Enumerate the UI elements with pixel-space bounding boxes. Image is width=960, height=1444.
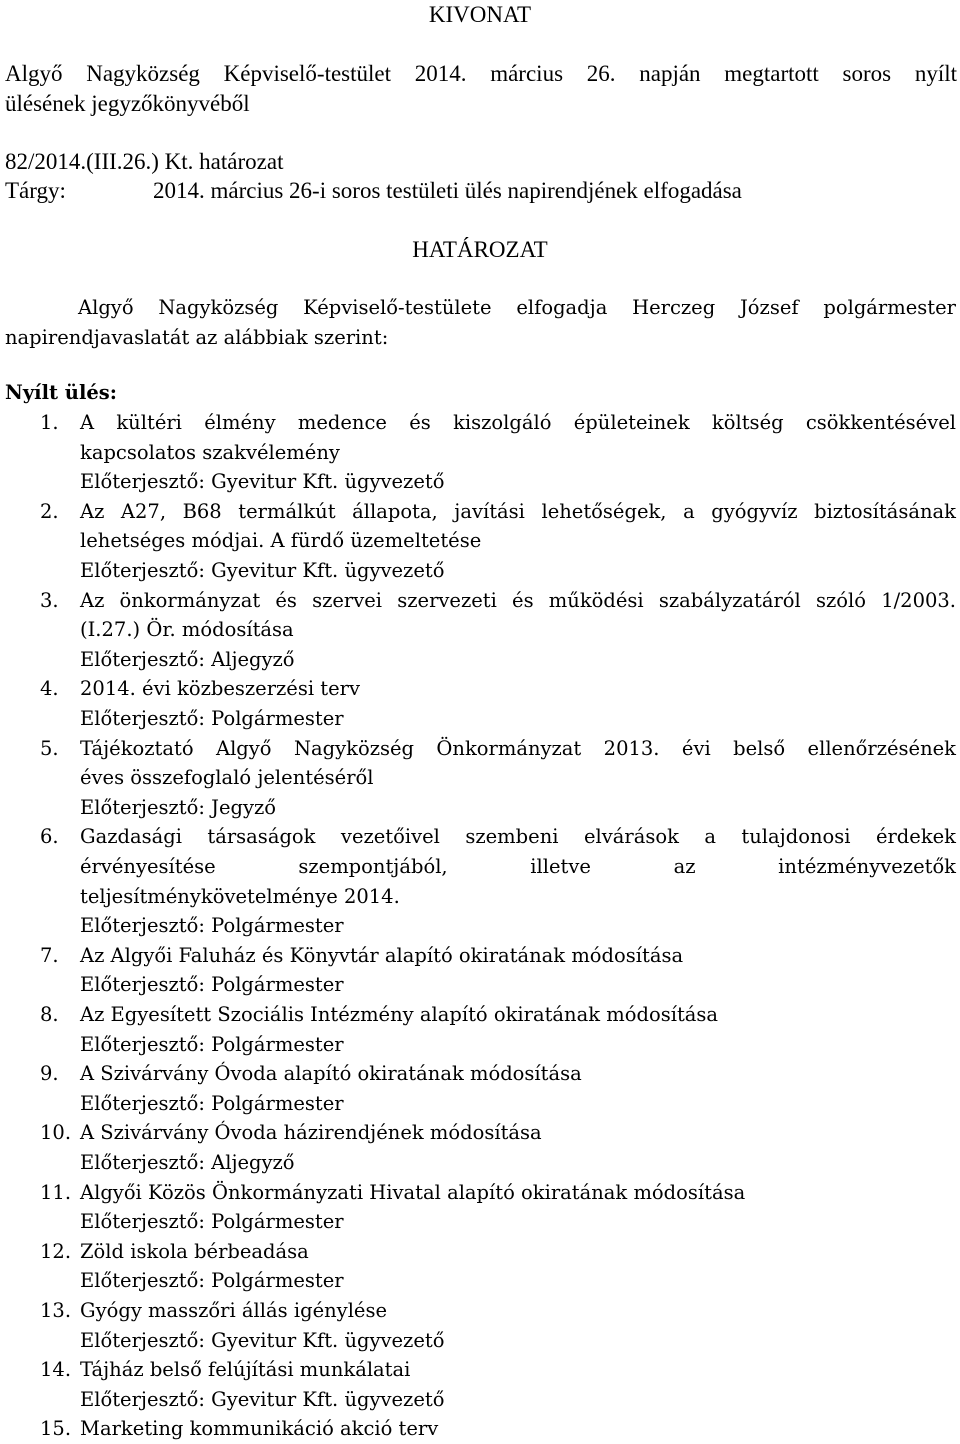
agenda-item-text: Az Algyői Faluház és Könyvtár alapító okiratának módosítása (80, 944, 684, 967)
agenda-item-number: 6. (40, 825, 59, 848)
agenda-item-presenter: Előterjesztő: Aljegyző (80, 1151, 295, 1174)
agenda-item-presenter: Előterjesztő: Jegyző (80, 796, 276, 819)
agenda-item-text: Az Egyesített Szociális Intézmény alapító okiratának módosítása (80, 1003, 719, 1026)
agenda-item-text: Tájékoztató Algyő Nagyközség Önkormányzat 2013. évi belső ellenőrzésének (80, 737, 956, 760)
agenda-item-text: Az A27, B68 termálkút állapota, javítási lehetőségek, a gyógyvíz biztosításának (80, 500, 956, 523)
agenda-item-presenter: Előterjesztő: Gyevitur Kft. ügyvezető (80, 1388, 445, 1411)
agenda-item-presenter: Előterjesztő: Gyevitur Kft. ügyvezető (80, 559, 445, 582)
agenda-item-text: Zöld iskola bérbeadása (80, 1240, 309, 1263)
agenda-item-text: A kültéri élmény medence és kiszolgáló épületeinek költség csökkentésével (80, 411, 956, 434)
agenda-item-number: 9. (40, 1062, 59, 1085)
agenda-item-number: 15. (40, 1417, 72, 1440)
agenda-item-presenter: Előterjesztő: Polgármester (80, 707, 344, 730)
agenda-item-text: Marketing kommunikáció akció terv (80, 1417, 439, 1440)
body-line-1: Algyő Nagyközség Képviselő-testülete elfogadja Herczeg József polgármester (78, 296, 956, 319)
agenda-item-text: Algyői Közös Önkormányzati Hivatal alapító okiratának módosítása (80, 1181, 746, 1204)
agenda-item-presenter: Előterjesztő: Gyevitur Kft. ügyvezető (80, 1329, 445, 1352)
body-line-2: napirendjavaslatát az alábbiak szerint: (5, 326, 389, 349)
agenda-item-number: 2. (40, 500, 59, 523)
agenda-item-number: 10. (40, 1121, 72, 1144)
agenda-item-text: Gyógy masszőri állás igénylése (80, 1299, 388, 1322)
agenda-item-text: Az önkormányzat és szervei szervezeti és működési szabályzatáról szóló 1/2003. (80, 589, 956, 612)
document-title: KIVONAT (428, 2, 532, 27)
agenda-item-presenter: Előterjesztő: Polgármester (80, 973, 344, 996)
agenda-item-text: teljesítménykövetelménye 2014. (80, 885, 400, 908)
agenda-item-text: Gazdasági társaságok vezetőivel szembeni elvárások a tulajdonosi érdekek (80, 825, 956, 848)
agenda-item-text: Tájház belső felújítási munkálatai (80, 1358, 411, 1381)
agenda-item-presenter: Előterjesztő: Aljegyző (80, 648, 295, 671)
agenda-item-text: 2014. évi közbeszerzési terv (80, 677, 360, 700)
subject-text: 2014. március 26-i soros testületi ülés napirendjének elfogadása (153, 178, 742, 203)
agenda-item-number: 12. (40, 1240, 72, 1263)
resolution-heading: HATÁROZAT (412, 237, 548, 262)
subject-label: Tárgy: (5, 178, 66, 203)
agenda-item-text: A Szivárvány Óvoda házirendjének módosítása (80, 1121, 542, 1144)
section-title: Nyílt ülés: (5, 381, 117, 404)
agenda-item-number: 7. (40, 944, 59, 967)
resolution-number: 82/2014.(III.26.) Kt. határozat (5, 149, 284, 174)
agenda-item-presenter: Előterjesztő: Gyevitur Kft. ügyvezető (80, 470, 445, 493)
agenda-item-number: 3. (40, 589, 59, 612)
agenda-item-number: 1. (40, 411, 59, 434)
agenda-item-text: A Szivárvány Óvoda alapító okiratának módosítása (80, 1062, 582, 1085)
intro-line-2: ülésének jegyzőkönyvéből (5, 91, 250, 116)
agenda-item-presenter: Előterjesztő: Polgármester (80, 914, 344, 937)
agenda-item-number: 5. (40, 737, 59, 760)
agenda-item-text: éves összefoglaló jelentéséről (80, 766, 374, 789)
agenda-item-number: 14. (40, 1358, 72, 1381)
agenda-item-text: érvényesítése szempontjából, illetve az intézményvezetők (80, 855, 956, 878)
agenda-item-presenter: Előterjesztő: Polgármester (80, 1269, 344, 1292)
agenda-item-presenter: Előterjesztő: Polgármester (80, 1033, 344, 1056)
agenda-item-number: 8. (40, 1003, 59, 1026)
agenda-item-presenter: Előterjesztő: Polgármester (80, 1210, 344, 1233)
agenda-item-number: 13. (40, 1299, 72, 1322)
agenda-item-text: kapcsolatos szakvélemény (80, 441, 340, 464)
agenda-item-number: 11. (40, 1181, 72, 1204)
intro-line-1: Algyő Nagyközség Képviselő-testület 2014. március 26. napján megtartott soros nyílt (5, 61, 957, 86)
agenda-item-number: 4. (40, 677, 59, 700)
agenda-item-presenter: Előterjesztő: Polgármester (80, 1092, 344, 1115)
agenda-item-text: lehetséges módjai. A fürdő üzemeltetése (80, 529, 482, 552)
agenda-item-text: (I.27.) Ör. módosítása (80, 618, 294, 641)
